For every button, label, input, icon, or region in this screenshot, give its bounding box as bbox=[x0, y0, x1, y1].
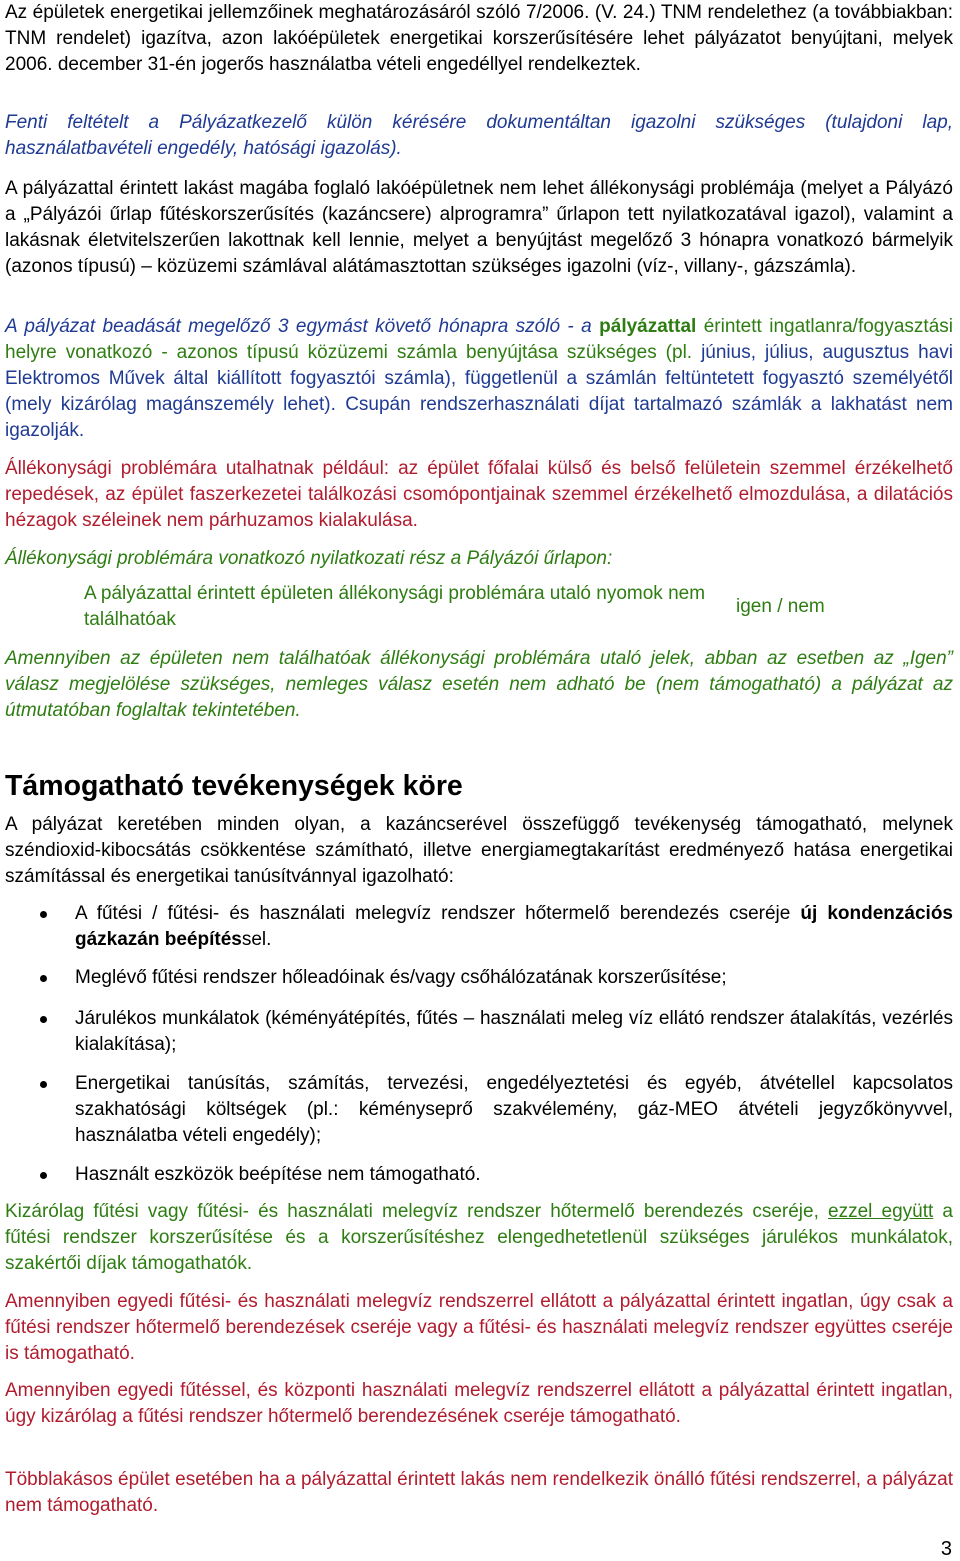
paragraph-underlined-text: ezzel együtt bbox=[828, 1201, 934, 1222]
list-item-label: A fűtési / fűtési- és használati melegvíz rendszer hőtermelő berendezés cseréje bbox=[75, 903, 801, 924]
paragraph-text: A pályázat keretében minden olyan, a kazáncserével összefüggő tevékenység támogatható, melynek széndioxid-kibocsátás csökkentése számítható, illetve energiamegtakarítást eredményező hatása energetikai számítással és energetikai tanúsítvánnyal igazolható: bbox=[5, 814, 953, 887]
paragraph-text: a fűtési rendszer korszerűsítése és a korszerűsítéshez elengedhetetlenül szükséges járulékos munkálatok, szakértői díjak támogathatók. bbox=[5, 1201, 953, 1274]
paragraph-text: Kizárólag fűtési vagy fűtési- és használati melegvíz rendszer hőtermelő berendezés cseréje, bbox=[5, 1201, 828, 1222]
declaration-answer: igen / nem bbox=[736, 596, 825, 617]
paragraph-text: Többlakásos épület esetében ha a pályázattal érintett lakás nem rendelkezik önálló fűtési rendszerrel, a pályázat nem támogatható. bbox=[5, 1469, 953, 1516]
paragraph-stability-examples bbox=[5, 456, 953, 534]
paragraph-text: A pályázattal érintett lakást magába foglaló lakóépületnek nem lehet állékonysági problémája (melyet a Pályázó a „Pályázói űrlap fűtéskorszerűsítés (kazáncsere) alprogramra” űrlapon tett nyilatkozatával igazol), valamint a lakásnak életvitelszerűen lakottnak kell lennie, melyet a benyújtást megelőző 3 hónapra vonatkozó bármelyik (azonos típusú) – közüzemi számlával alátámasztottan szükséges igazolni (víz-, villany-, gázszámla). bbox=[5, 178, 953, 277]
paragraph-proof-requirement bbox=[5, 110, 953, 162]
list-item-label: Energetikai tanúsítás, számítás, tervezési, engedélyeztetési és egyéb, átvétellel kapcsolatos szakhatósági költségek (pl.: kéményseprő szakvélemény, gáz-MEO átvételi jegyzőkönyvvel, használatba vételi engedély); bbox=[75, 1073, 953, 1146]
paragraph-text: Amennyiben az épületen nem találhatóak állékonysági problémára utaló jelek, abban az esetben az „ bbox=[5, 648, 910, 669]
paragraph-declaration-rule bbox=[5, 646, 953, 724]
bullet-icon bbox=[40, 911, 47, 918]
paragraph-central-hot-water bbox=[5, 1378, 953, 1430]
paragraph-text: érintett ingatlanra/fogyasztási helyre vonatkozó - azonos típusú közüzemi számla benyújtása szükséges (pl. bbox=[5, 316, 953, 363]
page-number: 3 bbox=[940, 1538, 952, 1560]
paragraph-text: Amennyiben egyedi fűtéssel, és központi használati melegvíz rendszerrel ellátott a pályázattal érintett ingatlan, úgy kizárólag a fűtési rendszer hőtermelő berendezésének cseréje támogatható. bbox=[5, 1380, 953, 1427]
paragraph-exclusive-replacement bbox=[5, 1199, 953, 1277]
section-heading: Támogatható tevékenységek köre bbox=[5, 770, 463, 802]
bullet-icon bbox=[40, 1172, 47, 1179]
paragraph-bold-text: pályázattal bbox=[599, 316, 697, 337]
paragraph-stability-and-residence bbox=[5, 176, 953, 280]
paragraph-text: Igen bbox=[909, 648, 947, 669]
paragraph-text: ” válasz megjelölése szükséges, nemleges válasz esetén nem adható be (nem támogatható) a pályázat az útmutatóban foglaltak tekintetében. bbox=[5, 648, 953, 721]
list-item-text bbox=[75, 1006, 953, 1058]
declaration-statement: A pályázattal érintett épületen állékonysági problémára utaló nyomok nem találhatóak bbox=[84, 583, 706, 630]
list-item-label: sel. bbox=[241, 929, 272, 950]
paragraph-text: Fenti feltételt a Pályázatkezelő külön kérésére dokumentáltan igazolni szükséges (tulajdoni lap, használatbavételi engedély, hatósági igazolás). bbox=[5, 112, 953, 159]
list-item-label: Használt eszközök beépítése nem támogatható. bbox=[75, 1164, 481, 1185]
paragraph-section-intro bbox=[5, 812, 953, 890]
list-item-text bbox=[75, 901, 953, 953]
paragraph-text: Állékonysági problémára utalhatnak például: az épület főfalai külső és belső felületein szemmel érzékelhető repedések, az épület faszerkezetei találkozási csomópontjainak szemmel érzékelhető elmozdulása, a dilatációs hézagok széleinek nem párhuzamos kialakulása. bbox=[5, 458, 953, 531]
paragraph-utility-bill bbox=[5, 314, 953, 444]
paragraph-text: Amennyiben egyedi fűtési- és használati melegvíz rendszerrel ellátott a pályázattal érintett ingatlan, úgy csak a fűtési rendszer hőtermelő berendezések cseréje vagy a fűtési- és használati melegvíz rendszer együttes cseréje is támogatható. bbox=[5, 1291, 953, 1364]
list-item-bold-label: új kondenzációs gázkazán beépítés bbox=[75, 903, 954, 950]
paragraph-multi-apartment bbox=[5, 1467, 953, 1519]
paragraph-text: A pályázat beadását megelőző 3 egymást követő hónapra szóló - a bbox=[5, 316, 600, 337]
paragraph-individual-heating bbox=[5, 1289, 953, 1367]
list-item-text bbox=[75, 1162, 953, 1188]
bullet-icon bbox=[40, 975, 47, 982]
list-item-label: Meglévő fűtési rendszer hőleadóinak és/vagy csőhálózatának korszerűsítése; bbox=[75, 967, 727, 988]
paragraph-text: Az épületek energetikai jellemzőinek meghatározásáról szóló 7/2006. (V. 24.) TNM rendelethez (a továbbiakban: TNM rendelet) igazítva, azon lakóépületek energetikai korszerűsítésére lehet pályázatot benyújtani, melyek 2006. december 31-én jogerős használatba vételi engedéllyel rendelkeztek. bbox=[5, 2, 953, 75]
bullet-icon bbox=[40, 1016, 47, 1023]
list-item-label: Járulékos munkálatok (kéményátépítés, fűtés – használati meleg víz ellátó rendszer átalakítás, vezérlés kialakítása); bbox=[75, 1008, 953, 1055]
paragraph-text: Állékonysági problémára vonatkozó nyilatkozati rész a Pályázói űrlapon: bbox=[5, 548, 613, 569]
paragraph-text: június, július, augusztus havi Elektromos Művek által kiállított fogyasztói számla), függetlenül a számlán feltüntetett fogyasztó személyétől (mely kizárólag magánszemély lehet). Csupán rendszerhasználati díjat tartalmazó számlák a lakhatást nem igazolják. bbox=[5, 342, 954, 441]
paragraph-tnm-rendelet bbox=[5, 0, 953, 78]
bullet-icon bbox=[40, 1081, 47, 1088]
list-item-text bbox=[75, 1071, 953, 1149]
list-item-text bbox=[75, 965, 953, 991]
paragraph-declaration-intro bbox=[5, 546, 953, 572]
